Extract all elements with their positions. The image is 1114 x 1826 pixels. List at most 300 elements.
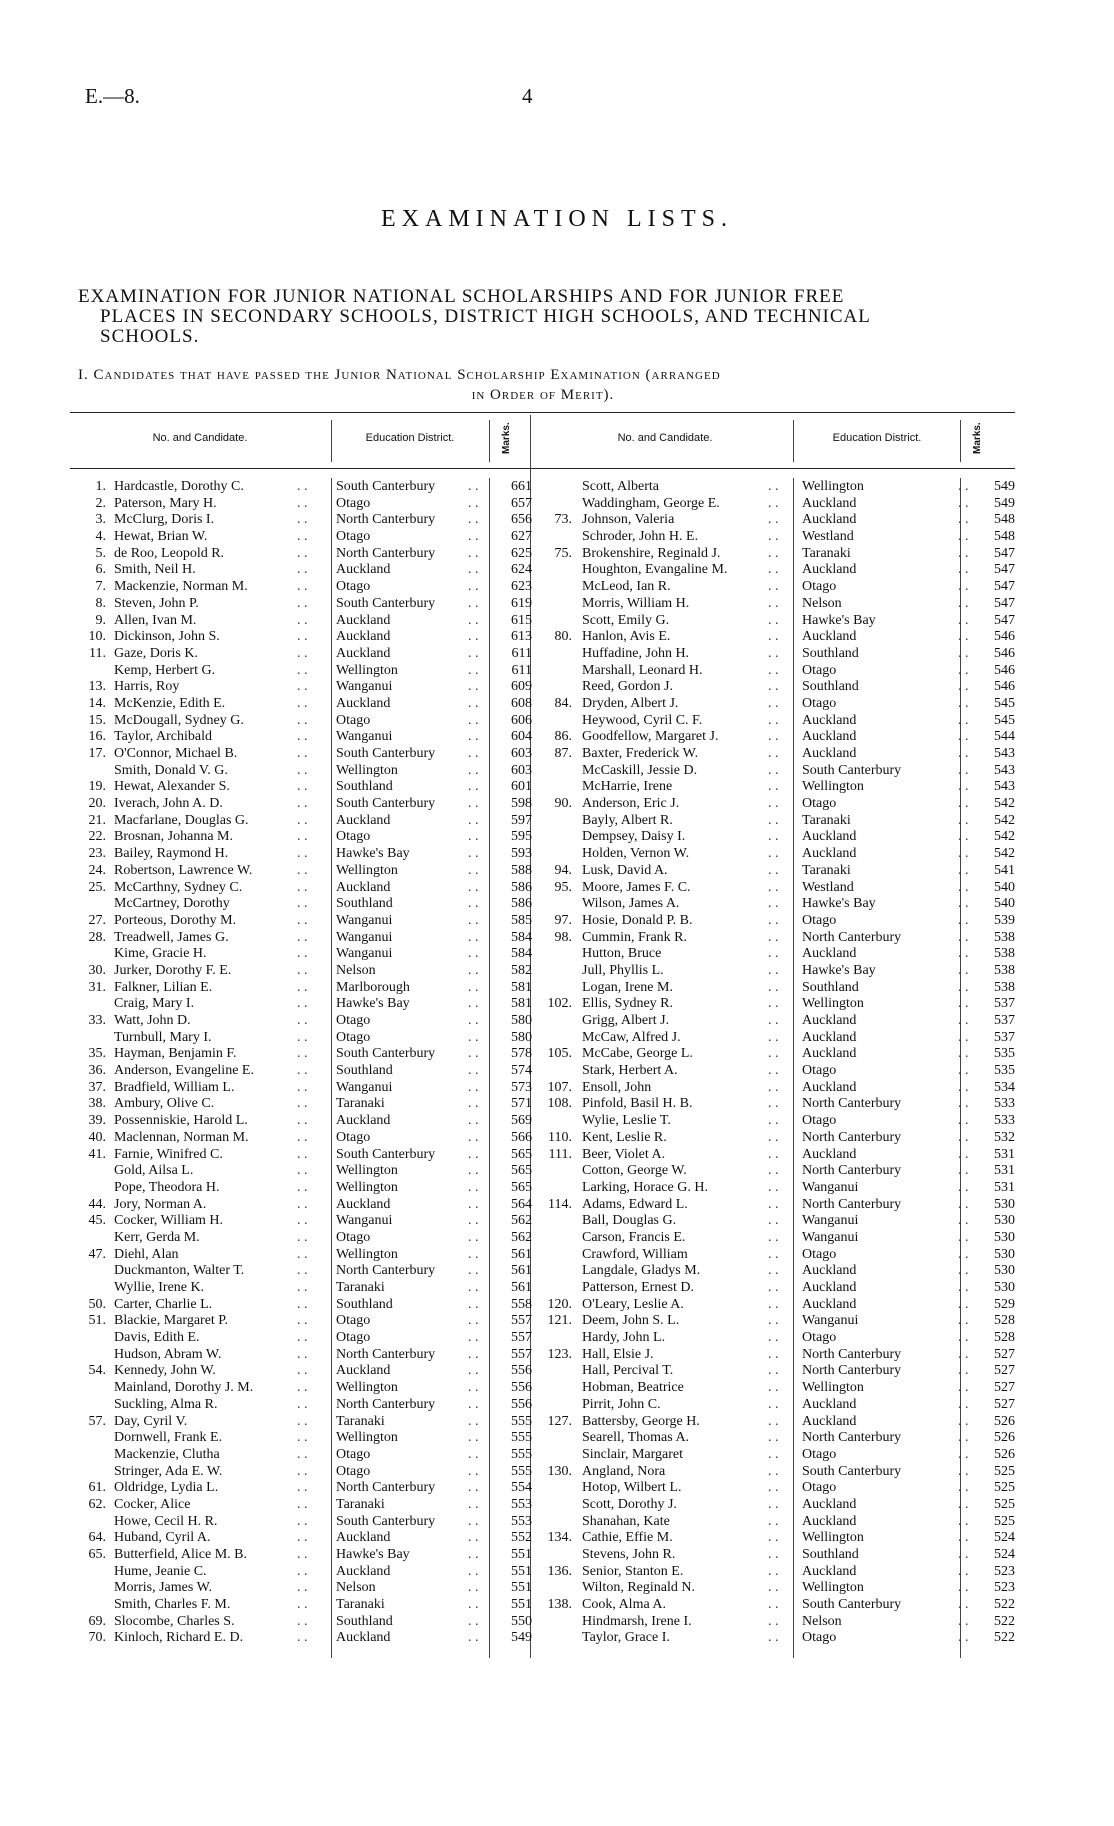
table-row [540, 1414, 1015, 1431]
leader-dots: . . [768, 562, 779, 578]
candidate-name: Hanlon, Avis E. [582, 629, 671, 645]
marks-value: 565 [511, 1146, 532, 1162]
education-district: North Canterbury [336, 1480, 436, 1496]
leader-dots: . . [958, 1563, 969, 1579]
candidate-name: Duckmanton, Walter T. [114, 1263, 245, 1279]
leader-dots: . . [297, 862, 308, 878]
leader-dots: . . [468, 479, 479, 494]
education-district: South Canterbury [336, 595, 436, 611]
rank-number: 134. [547, 1530, 572, 1546]
leader-dots: . . [297, 746, 308, 761]
table-row [540, 829, 1015, 846]
education-district: Otago [336, 579, 371, 595]
table-row [540, 546, 1015, 563]
leader-dots: . . [768, 879, 779, 895]
table-row [72, 1430, 532, 1447]
leader-dots: . . [297, 962, 308, 978]
leader-dots: . . [297, 1496, 308, 1512]
leader-dots: . . [768, 1330, 779, 1346]
leader-dots: . . [958, 1096, 969, 1112]
table-row [540, 663, 1015, 680]
candidate-name: Macfarlane, Douglas G. [114, 812, 249, 828]
education-district: Otago [336, 829, 371, 845]
table-row [72, 863, 532, 880]
candidate-name: McCabe, George L. [582, 1046, 693, 1062]
marks-value: 531 [994, 1163, 1015, 1179]
table-top-rule [70, 412, 1015, 413]
table-row [540, 1480, 1015, 1497]
leader-dots: . . [468, 1463, 479, 1479]
marks-value: 566 [511, 1129, 532, 1145]
marks-value: 611 [511, 645, 532, 661]
candidate-name: Shanahan, Kate [582, 1513, 670, 1529]
table-row [540, 913, 1015, 930]
marks-value: 561 [511, 1263, 532, 1279]
marks-value: 548 [994, 529, 1015, 545]
table-row [72, 1497, 532, 1514]
marks-value: 552 [511, 1530, 532, 1546]
leader-dots: . . [468, 1213, 479, 1229]
candidate-name: Wilson, James A. [582, 896, 680, 912]
table-row [72, 779, 532, 796]
table-row [72, 1530, 532, 1547]
leader-dots: . . [958, 612, 969, 628]
leader-dots: . . [468, 796, 479, 812]
rank-number: 28. [88, 929, 106, 945]
education-district: Auckland [336, 879, 391, 895]
table-row [72, 1180, 532, 1197]
table-row [540, 496, 1015, 513]
candidate-name: Diehl, Alan [114, 1246, 179, 1262]
table-header-rule [70, 468, 1015, 469]
table-row [72, 1464, 532, 1481]
candidate-name: Hewat, Brian W. [114, 529, 208, 545]
rank-number: 17. [88, 746, 106, 761]
table-row [72, 546, 532, 563]
education-district: Wellington [336, 1380, 398, 1396]
leader-dots: . . [768, 1046, 779, 1062]
table-row [72, 1230, 532, 1247]
marks-value: 611 [511, 662, 532, 678]
leader-dots: . . [958, 1380, 969, 1396]
leader-dots: . . [768, 1096, 779, 1112]
marks-value: 547 [994, 579, 1015, 595]
candidate-name: Robertson, Lawrence W. [114, 862, 253, 878]
leader-dots: . . [958, 896, 969, 912]
column-header-marks [497, 420, 523, 460]
education-district: Auckland [336, 562, 391, 578]
leader-dots: . . [297, 629, 308, 645]
leader-dots: . . [468, 779, 479, 795]
leader-dots: . . [468, 629, 479, 645]
leader-dots: . . [958, 1463, 969, 1479]
table-row [540, 1263, 1015, 1280]
table-row [540, 1530, 1015, 1547]
leader-dots: . . [768, 1480, 779, 1496]
table-row [540, 880, 1015, 897]
table-row [72, 896, 532, 913]
leader-dots: . . [958, 1013, 969, 1028]
marks-value: 532 [994, 1129, 1015, 1145]
marks-value: 595 [511, 829, 532, 845]
marks-value: 557 [511, 1330, 532, 1346]
candidate-name: Paterson, Mary H. [114, 495, 217, 511]
leader-dots: . . [297, 729, 308, 745]
leader-dots: . . [958, 1413, 969, 1429]
education-district: Otago [802, 579, 837, 595]
leader-dots: . . [958, 1446, 969, 1462]
leader-dots: . . [297, 946, 308, 962]
candidate-name: Dryden, Albert J. [582, 695, 679, 711]
marks-value: 524 [994, 1530, 1015, 1546]
marks-value: 597 [511, 812, 532, 828]
leader-dots: . . [297, 679, 308, 695]
leader-dots: . . [958, 746, 969, 761]
leader-dots: . . [297, 1213, 308, 1229]
marks-value: 571 [511, 1096, 532, 1112]
leader-dots: . . [297, 545, 308, 561]
candidate-name: Baxter, Frederick W. [582, 746, 699, 761]
candidate-name: Pinfold, Basil H. B. [582, 1096, 693, 1112]
marks-value: 533 [994, 1096, 1015, 1112]
education-district: Otago [802, 1480, 837, 1496]
candidate-name: Adams, Edward L. [582, 1196, 688, 1212]
candidate-name: Langdale, Gladys M. [582, 1263, 701, 1279]
marks-value: 623 [511, 579, 532, 595]
candidate-name: Brosnan, Johanna M. [114, 829, 233, 845]
leader-dots: . . [297, 1530, 308, 1546]
marks-value: 545 [994, 712, 1015, 728]
table-row [72, 1414, 532, 1431]
table-row [72, 1113, 532, 1130]
candidate-name: Falkner, Lilian E. [114, 979, 213, 995]
education-district: Wanganui [802, 1179, 859, 1195]
education-district: Auckland [336, 1113, 391, 1129]
education-district: Taranaki [336, 1280, 385, 1295]
marks-value: 555 [511, 1413, 532, 1429]
leader-dots: . . [468, 1430, 479, 1446]
leader-dots: . . [958, 1513, 969, 1529]
education-district: Auckland [802, 1563, 857, 1579]
leader-dots: . . [958, 529, 969, 545]
leader-dots: . . [297, 1079, 308, 1095]
marks-value: 661 [511, 479, 532, 494]
candidate-name: Jull, Phyllis L. [582, 962, 664, 978]
candidate-name: Craig, Mary I. [114, 996, 195, 1012]
education-district: Auckland [802, 746, 857, 761]
rank-number: 111. [548, 1146, 572, 1162]
table-row [540, 1564, 1015, 1581]
candidate-name: Ambury, Olive C. [114, 1096, 215, 1112]
education-district: Southland [802, 979, 859, 995]
leader-dots: . . [958, 629, 969, 645]
leader-dots: . . [297, 1446, 308, 1462]
education-district: North Canterbury [802, 929, 902, 945]
leader-dots: . . [768, 679, 779, 695]
table-row [540, 1113, 1015, 1130]
leader-dots: . . [768, 1380, 779, 1396]
education-district: Auckland [336, 645, 391, 661]
education-district: North Canterbury [802, 1096, 902, 1112]
table-row [72, 1514, 532, 1531]
marks-value: 586 [511, 879, 532, 895]
leader-dots: . . [468, 1446, 479, 1462]
marks-value: 556 [511, 1380, 532, 1396]
education-district: Otago [802, 1113, 837, 1129]
rank-number: 47. [88, 1246, 106, 1262]
marks-value: 533 [994, 1113, 1015, 1129]
table-row [72, 1614, 532, 1631]
leader-dots: . . [468, 1363, 479, 1379]
table-row [540, 1180, 1015, 1197]
leader-dots: . . [297, 512, 308, 528]
page-title: EXAMINATION LISTS. [381, 206, 733, 232]
exam-heading-line-2: PLACES IN SECONDARY SCHOOLS, DISTRICT HIGH SCHOOLS, AND TECHNICAL [100, 306, 871, 327]
candidate-name: Butterfield, Alice M. B. [114, 1547, 247, 1562]
candidate-name: Heywood, Cyril C. F. [582, 712, 703, 728]
rank-number: 61. [88, 1480, 106, 1496]
leader-dots: . . [468, 896, 479, 912]
marks-value: 585 [511, 912, 532, 928]
rank-number: 21. [88, 812, 106, 828]
education-district: Taranaki [336, 1496, 385, 1512]
leader-dots: . . [468, 1380, 479, 1396]
marks-value: 657 [511, 495, 532, 511]
education-district: North Canterbury [802, 1196, 902, 1212]
candidate-name: Treadwell, James G. [114, 929, 229, 945]
table-row [72, 562, 532, 579]
candidate-name: Hudson, Abram W. [114, 1346, 222, 1362]
candidate-name: Oldridge, Lydia L. [114, 1480, 219, 1496]
table-row [72, 1263, 532, 1280]
leader-dots: . . [468, 879, 479, 895]
leader-dots: . . [468, 1630, 479, 1646]
leader-dots: . . [958, 1496, 969, 1512]
marks-value: 601 [511, 779, 532, 795]
leader-dots: . . [958, 1163, 969, 1179]
table-row [540, 512, 1015, 529]
leader-dots: . . [768, 1363, 779, 1379]
education-district: Wellington [802, 996, 864, 1012]
marks-value: 543 [994, 779, 1015, 795]
marks-value: 549 [511, 1630, 532, 1646]
education-district: Auckland [802, 562, 857, 578]
marks-value: 581 [511, 979, 532, 995]
table-row [72, 1197, 532, 1214]
education-district: Wellington [336, 1246, 398, 1262]
candidate-name: Hewat, Alexander S. [114, 779, 230, 795]
leader-dots: . . [468, 1163, 479, 1179]
rank-number: 5. [95, 545, 106, 561]
leader-dots: . . [297, 879, 308, 895]
marks-value: 540 [994, 879, 1015, 895]
leader-dots: . . [958, 1079, 969, 1095]
leader-dots: . . [297, 579, 308, 595]
table-row [540, 1447, 1015, 1464]
leader-dots: . . [958, 512, 969, 528]
rank-number: 54. [88, 1363, 106, 1379]
education-district: Otago [336, 529, 371, 545]
marks-value: 580 [511, 1013, 532, 1028]
candidate-name: Ensoll, John [582, 1079, 652, 1095]
education-district: Auckland [802, 1013, 857, 1028]
education-district: Nelson [336, 1580, 376, 1596]
education-district: Southland [802, 645, 859, 661]
marks-value: 609 [511, 679, 532, 695]
leader-dots: . . [958, 1063, 969, 1079]
marks-value: 526 [994, 1446, 1015, 1462]
education-district: Wellington [336, 862, 398, 878]
education-district: Southland [336, 1613, 393, 1629]
leader-dots: . . [768, 1029, 779, 1045]
table-row [72, 796, 532, 813]
education-district: Otago [336, 1229, 371, 1245]
leader-dots: . . [468, 579, 479, 595]
leader-dots: . . [297, 779, 308, 795]
marks-value: 551 [511, 1580, 532, 1596]
table-row [72, 629, 532, 646]
table-row [540, 1297, 1015, 1314]
marks-value: 527 [994, 1380, 1015, 1396]
marks-value: 523 [994, 1563, 1015, 1579]
table-row [540, 679, 1015, 696]
candidate-name: Farnie, Winifred C. [114, 1146, 223, 1162]
table-row [72, 963, 532, 980]
rank-number: 95. [554, 879, 572, 895]
marks-value: 546 [994, 679, 1015, 695]
candidate-name: Kent, Leslie R. [582, 1129, 667, 1145]
marks-value: 530 [994, 1280, 1015, 1295]
leader-dots: . . [468, 1013, 479, 1028]
leader-dots: . . [297, 1380, 308, 1396]
leader-dots: . . [768, 1063, 779, 1079]
leader-dots: . . [297, 1280, 308, 1295]
rank-number: 138. [547, 1597, 572, 1613]
leader-dots: . . [297, 595, 308, 611]
leader-dots: . . [958, 1296, 969, 1312]
table-row [540, 746, 1015, 763]
table-row [540, 1230, 1015, 1247]
document-code: E.—8. [85, 84, 140, 108]
table-row [72, 646, 532, 663]
table-row [540, 1080, 1015, 1097]
table-row [72, 1630, 532, 1647]
candidate-name: Johnson, Valeria [582, 512, 675, 528]
leader-dots: . . [768, 1513, 779, 1529]
leader-dots: . . [297, 1229, 308, 1245]
leader-dots: . . [768, 862, 779, 878]
marks-value: 525 [994, 1496, 1015, 1512]
candidate-name: Dickinson, John S. [114, 629, 220, 645]
education-district: Wanganui [336, 1213, 393, 1229]
leader-dots: . . [768, 645, 779, 661]
leader-dots: . . [297, 1113, 308, 1129]
table-row [72, 1147, 532, 1164]
education-district: Taranaki [336, 1413, 385, 1429]
candidate-name: Huffadine, John H. [582, 645, 690, 661]
leader-dots: . . [958, 996, 969, 1012]
table-row [540, 1430, 1015, 1447]
education-district: Wanganui [802, 1213, 859, 1229]
candidate-name: McCarthny, Sydney C. [114, 879, 243, 895]
candidate-name: Reed, Gordon J. [582, 679, 673, 695]
leader-dots: . . [768, 1129, 779, 1145]
leader-dots: . . [768, 762, 779, 778]
candidate-name: Gold, Ailsa L. [114, 1163, 194, 1179]
candidate-name: Searell, Thomas A. [582, 1430, 690, 1446]
candidate-name: McCartney, Dorothy [114, 896, 230, 912]
education-district: Auckland [802, 1413, 857, 1429]
candidate-name: Patterson, Ernest D. [582, 1280, 694, 1295]
leader-dots: . . [297, 979, 308, 995]
leader-dots: . . [468, 1413, 479, 1429]
education-district: Hawke's Bay [802, 962, 876, 978]
rank-number: 6. [95, 562, 106, 578]
leader-dots: . . [768, 1113, 779, 1129]
leader-dots: . . [768, 545, 779, 561]
leader-dots: . . [297, 1580, 308, 1596]
table-row [540, 996, 1015, 1013]
candidate-name: Anderson, Eric J. [582, 796, 680, 812]
leader-dots: . . [958, 712, 969, 728]
table-row [72, 1030, 532, 1047]
column-header-marks [968, 420, 994, 460]
rank-number: 114. [548, 1196, 572, 1212]
leader-dots: . . [958, 1113, 969, 1129]
table-row [540, 596, 1015, 613]
leader-dots: . . [958, 1280, 969, 1295]
education-district: Auckland [336, 1630, 391, 1646]
rank-number: 20. [88, 796, 106, 812]
table-row [540, 713, 1015, 730]
rank-number: 14. [88, 695, 106, 711]
exam-heading-line-1: EXAMINATION FOR JUNIOR NATIONAL SCHOLARSHIPS AND FOR JUNIOR FREE [78, 286, 845, 307]
table-row [72, 679, 532, 696]
candidate-name: Turnbull, Mary I. [114, 1029, 212, 1045]
education-district: Wellington [336, 662, 398, 678]
leader-dots: . . [468, 979, 479, 995]
candidate-name: Taylor, Grace I. [582, 1630, 670, 1646]
leader-dots: . . [768, 1413, 779, 1429]
column-header-marks-label: Marks. [501, 422, 512, 454]
table-row [72, 829, 532, 846]
table-row [540, 1363, 1015, 1380]
leader-dots: . . [297, 1547, 308, 1562]
marks-value: 529 [994, 1296, 1015, 1312]
column-header-district: Education District. [832, 432, 922, 444]
education-district: Auckland [336, 695, 391, 711]
candidate-name: Smith, Donald V. G. [114, 762, 228, 778]
rank-number: 102. [547, 996, 572, 1012]
marks-value: 556 [511, 1396, 532, 1412]
leader-dots: . . [297, 812, 308, 828]
table-row [540, 1030, 1015, 1047]
marks-value: 584 [511, 929, 532, 945]
leader-dots: . . [768, 495, 779, 511]
education-district: Wanganui [336, 929, 393, 945]
table-row [540, 1630, 1015, 1647]
candidate-name: Scott, Emily G. [582, 612, 670, 628]
education-district: Southland [802, 679, 859, 695]
education-district: Auckland [336, 629, 391, 645]
leader-dots: . . [768, 946, 779, 962]
education-district: Wanganui [802, 1229, 859, 1245]
education-district: Otago [336, 1129, 371, 1145]
table-row [540, 1147, 1015, 1164]
rank-number: 36. [88, 1063, 106, 1079]
candidate-name: Jory, Norman A. [114, 1196, 207, 1212]
marks-value: 561 [511, 1280, 532, 1295]
